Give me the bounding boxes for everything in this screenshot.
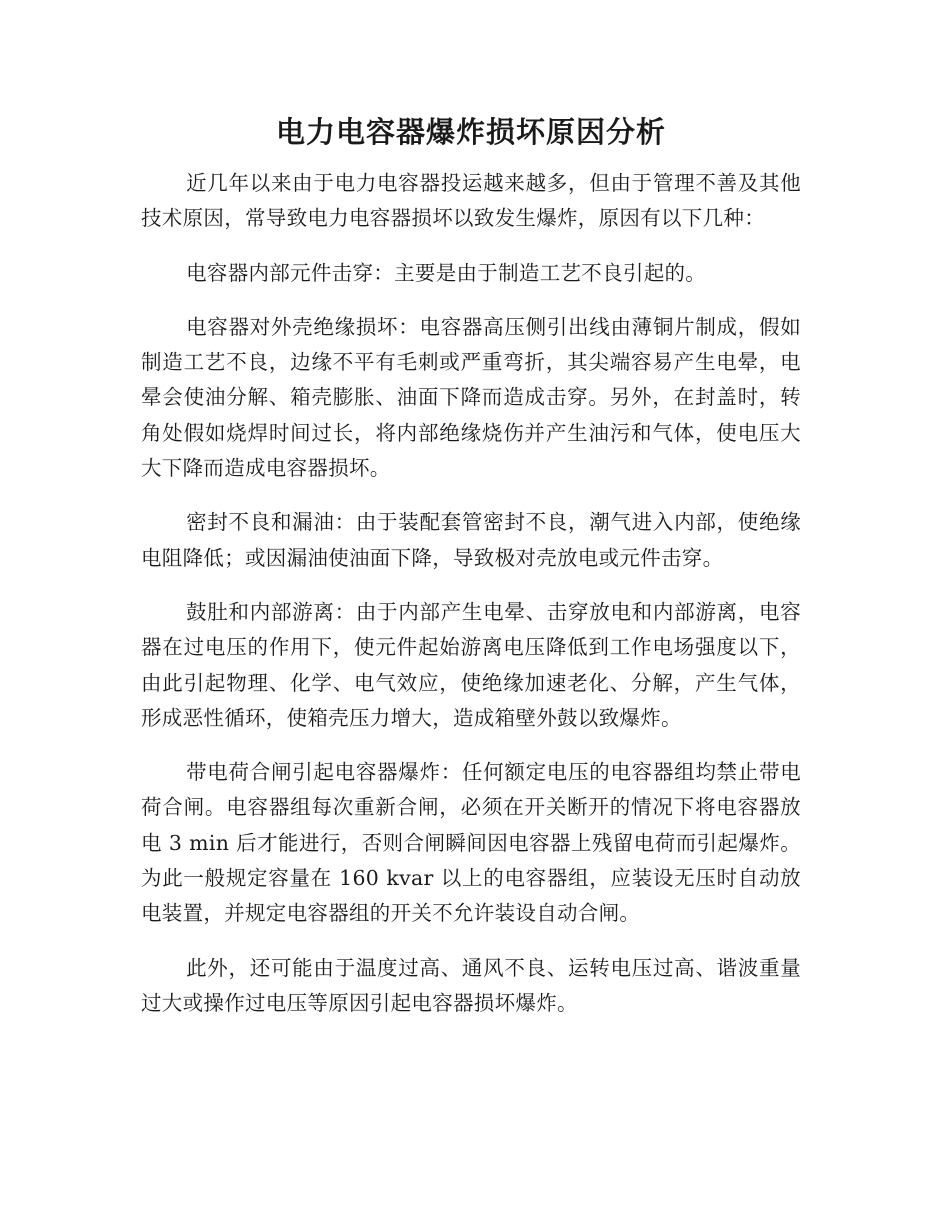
paragraph-sealing-leakage: 密封不良和漏油：由于装配套管密封不良，潮气进入内部，使绝缘电阻降低；或因漏油使油面下降，导致极对壳放电或元件击穿。 — [141, 510, 801, 570]
paragraph-charged-closing: 带电荷合闸引起电容器爆炸：任何额定电压的电容器组均禁止带电荷合闸。电容器组每次重新合闸，必须在开关断开的情况下将电容器放电 3 min 后才能进行，否则合闸瞬间因电容器上残留电荷而引起爆炸。为此一般规定容量在 160 kvar 以上的电容器组，应装设无压时自动放电装置，并规定电容器组的开关不允许装设自动合闸。 — [141, 760, 801, 926]
paragraph-intro: 近几年以来由于电力电容器投运越来越多，但由于管理不善及其他技术原因，常导致电力电容器损坏以致发生爆炸，原因有以下几种： — [141, 171, 801, 231]
paragraph-internal-breakdown: 电容器内部元件击穿：主要是由于制造工艺不良引起的。 — [186, 260, 707, 285]
document-title: 电力电容器爆炸损坏原因分析 — [275, 115, 666, 149]
document-page — [141, 112, 801, 1040]
paragraph-other-causes: 此外，还可能由于温度过高、通风不良、运转电压过高、谐波重量过大或操作过电压等原因引起电容器损坏爆炸。 — [141, 955, 801, 1015]
paragraph-bulging-ionization: 鼓肚和内部游离：由于内部产生电晕、击穿放电和内部游离，电容器在过电压的作用下，使元件起始游离电压降低到工作电场强度以下，由此引起物理、化学、电气效应，使绝缘加速老化、分解，产生气体，形成恶性循环，使箱壳压力增大，造成箱壁外鼓以致爆炸。 — [141, 599, 801, 730]
paragraph-shell-insulation: 电容器对外壳绝缘损坏：电容器高压侧引出线由薄铜片制成，假如制造工艺不良，边缘不平有毛刺或严重弯折，其尖端容易产生电晕，电晕会使油分解、箱壳膨胀、油面下降而造成击穿。另外，在封盖时，转角处假如烧焊时间过长，将内部绝缘烧伤并产生油污和气体，使电压大大下降而造成电容器损坏。 — [141, 314, 801, 481]
